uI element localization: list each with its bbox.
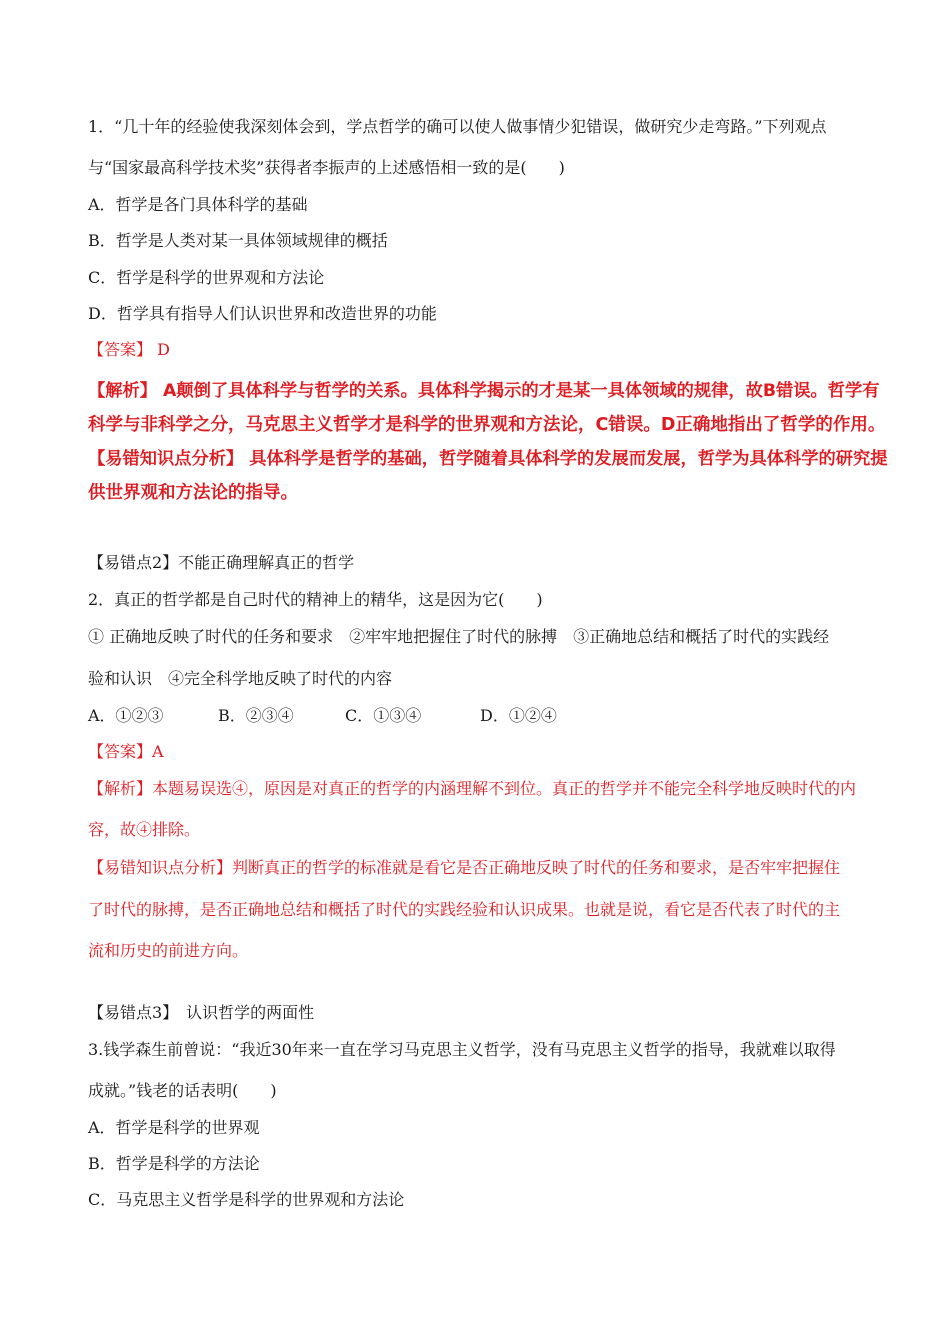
q2-items-line1: ① 正确地反映了时代的任务和要求 ②牢牢地把握住了时代的脉搏 ③正确地总结和概括了时代的实践经	[88, 627, 830, 646]
q1-answer	[88, 339, 878, 361]
q1-analysis-line2: 科学与非科学之分，马克思主义哲学才是科学的世界观和方法论，C错误。D正确地指出了哲学的作用。	[88, 415, 886, 435]
q1-knowledge-line2: 供世界观和方法论的指导。	[88, 483, 298, 503]
q2-option-a: A．①②③	[88, 706, 164, 725]
q1-option-c: C．哲学是科学的世界观和方法论	[88, 268, 325, 287]
q1-option-d: D．哲学具有指导人们认识世界和改造世界的功能	[88, 304, 437, 323]
q2-analysis-line2: 容，故④排除。	[88, 820, 201, 839]
q2-stem: 2．真正的哲学都是自己时代的精神上的精华，这是因为它( )	[88, 590, 543, 609]
q2-option-d: D．①②④	[480, 706, 557, 725]
q3-option-c: C．马克思主义哲学是科学的世界观和方法论	[88, 1190, 405, 1209]
q1-option-a: A．哲学是各门具体科学的基础	[88, 195, 308, 214]
q2-knowledge-line2: 了时代的脉搏，是否正确地总结和概括了时代的实践经验和认识成果。也就是说，看它是否代表了时代的主	[88, 900, 841, 919]
q1-stem-line1: 1．“几十年的经验使我深刻体会到，学点哲学的确可以使人做事情少犯错误，做研究少走弯路。”下列观点	[88, 117, 827, 136]
q3-stem-line2: 成就。”钱老的话表明( )	[88, 1081, 277, 1100]
q2-option-c: C．①③④	[345, 706, 422, 725]
q1-answer-label: 【答案】	[88, 340, 153, 359]
q3-option-b: B．哲学是科学的方法论	[88, 1154, 260, 1173]
point3-heading: 【易错点3】 认识哲学的两面性	[88, 1003, 315, 1022]
q1-analysis-line1: 【解析】 A颠倒了具体科学与哲学的关系。具体科学揭示的才是某一具体领域的规律，故B错误。哲学有	[88, 381, 880, 401]
q1-answer-value: D	[152, 340, 170, 359]
q1-stem-line2: 与“国家最高科学技术奖”获得者李振声的上述感悟相一致的是( )	[88, 158, 565, 177]
q1-option-b: B．哲学是人类对某一具体领域规律的概括	[88, 231, 388, 250]
q2-knowledge-line3: 流和历史的前进方向。	[88, 941, 249, 960]
q2-option-b: B．②③④	[218, 706, 294, 725]
point2-heading: 【易错点2】不能正确理解真正的哲学	[88, 553, 355, 572]
q2-knowledge-line1: 【易错知识点分析】判断真正的哲学的标准就是看它是否正确地反映了时代的任务和要求，是否牢牢把握住	[88, 858, 841, 877]
q2-answer: 【答案】A	[88, 742, 164, 761]
q2-analysis-line1: 【解析】本题易误选④，原因是对真正的哲学的内涵理解不到位。真正的哲学并不能完全科学地反映时代的内	[88, 779, 857, 798]
q2-items-line2: 验和认识 ④完全科学地反映了时代的内容	[88, 669, 393, 688]
q3-option-a: A．哲学是科学的世界观	[88, 1118, 260, 1137]
q1-knowledge-line1: 【易错知识点分析】 具体科学是哲学的基础，哲学随着具体科学的发展而发展，哲学为具体科学的研究提	[88, 449, 888, 469]
q3-stem-line1: 3.钱学森生前曾说：“我近30年来一直在学习马克思主义哲学，没有马克思主义哲学的指导，我就难以取得	[88, 1040, 836, 1059]
